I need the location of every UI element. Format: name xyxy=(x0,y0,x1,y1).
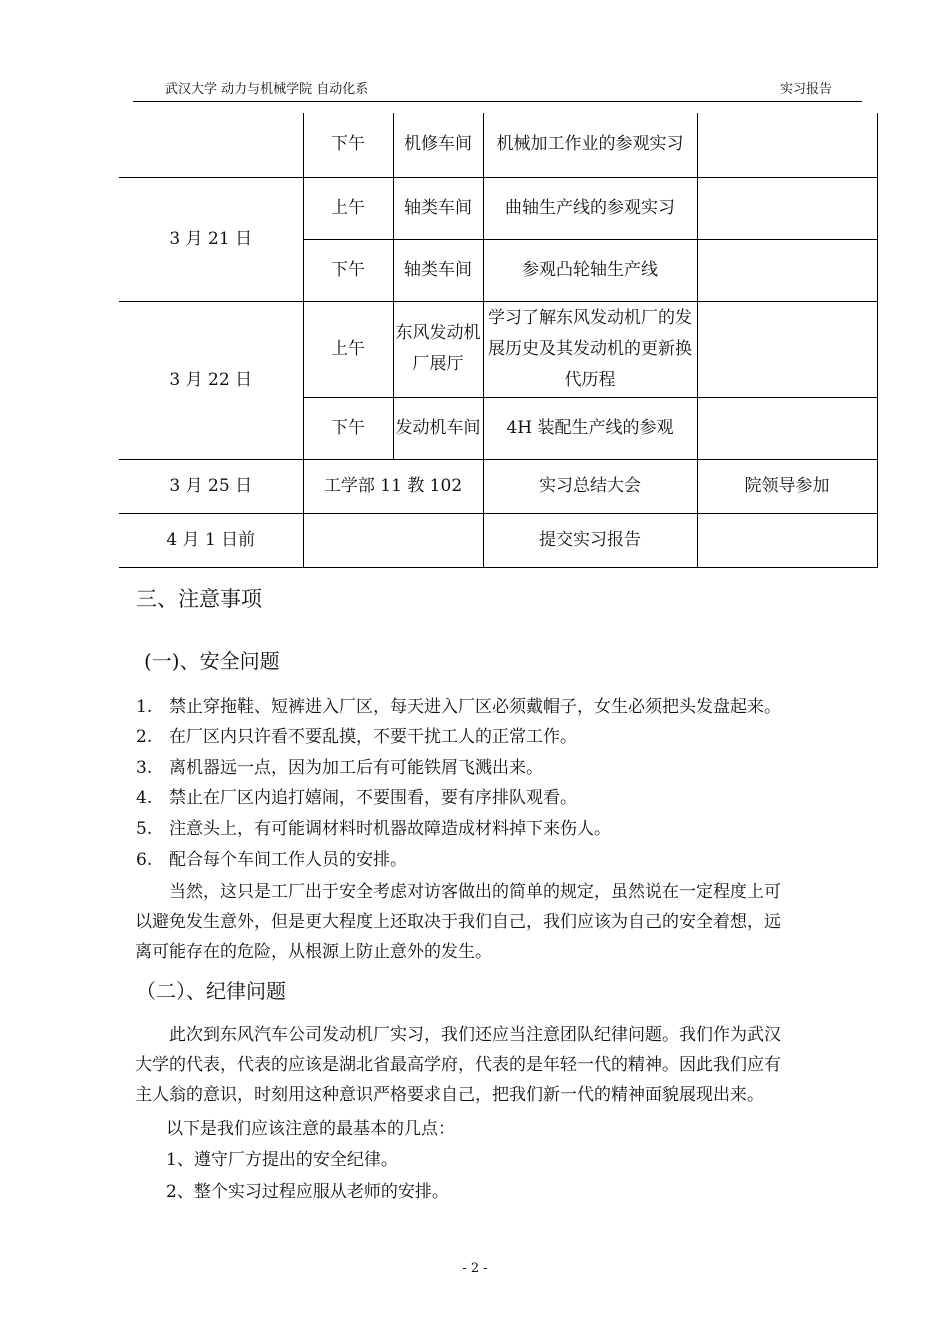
place-cell: 轴类车间 xyxy=(393,239,483,301)
place-cell: 发动机车间 xyxy=(393,397,483,459)
period-cell: 下午 xyxy=(303,113,393,177)
date-cell: 3 月 22 日 xyxy=(119,301,303,459)
date-cell xyxy=(119,113,303,177)
table-row xyxy=(119,459,877,513)
subsection-title-safety: (一)、安全问题 xyxy=(144,649,280,673)
paragraph-line: 当然，这只是工厂出于安全考虑对访客做出的简单的规定，虽然说在一定程度上可 xyxy=(135,882,781,902)
page-number: - 2 - xyxy=(462,1261,488,1276)
location-cell xyxy=(303,513,483,567)
list-item xyxy=(136,849,407,871)
list-number: 6. xyxy=(136,850,153,870)
period-cell: 下午 xyxy=(303,239,393,301)
note-cell xyxy=(697,177,877,239)
note-cell xyxy=(697,513,877,567)
list-item xyxy=(136,726,577,748)
paragraph-line: 以避免发生意外，但是更大程度上还取决于我们自己，我们应该为自己的安全着想，远 xyxy=(135,912,781,932)
content-cell: 实习总结大会 xyxy=(483,459,697,513)
subsection-title-discipline: （二）、纪律问题 xyxy=(136,979,286,1003)
table-row xyxy=(119,301,877,397)
discipline-intro: 以下是我们应该注意的最基本的几点： xyxy=(166,1119,455,1139)
list-text: 禁止穿拖鞋、短裤进入厂区，每天进入厂区必须戴帽子，女生必须把头发盘起来。 xyxy=(169,697,781,717)
note-cell xyxy=(697,239,877,301)
list-item xyxy=(136,757,543,779)
table-row xyxy=(119,177,877,239)
date-cell: 3 月 21 日 xyxy=(119,177,303,301)
list-item xyxy=(136,818,611,840)
place-cell: 机修车间 xyxy=(393,113,483,177)
page-header xyxy=(133,82,862,102)
place-cell: 轴类车间 xyxy=(393,177,483,239)
note-cell xyxy=(697,397,877,459)
list-text: 注意头上，有可能调材料时机器故障造成材料掉下来伤人。 xyxy=(169,819,611,839)
paragraph-line: 此次到东风汽车公司发动机厂实习，我们还应当注意团队纪律问题。我们作为武汉 xyxy=(135,1025,781,1045)
discipline-point: 2、整个实习过程应服从老师的安排。 xyxy=(166,1182,449,1202)
list-number: 5. xyxy=(136,819,153,839)
period-cell: 上午 xyxy=(303,177,393,239)
date-cell: 3 月 25 日 xyxy=(119,459,303,513)
list-number: 2. xyxy=(136,727,153,747)
list-item xyxy=(136,787,577,809)
list-text: 离机器远一点，因为加工后有可能铁屑飞溅出来。 xyxy=(169,758,543,778)
list-text: 禁止在厂区内追打嬉闹，不要围看，要有序排队观看。 xyxy=(169,788,577,808)
note-cell xyxy=(697,301,877,397)
header-school: 武汉大学 动力与机械学院 自动化系 xyxy=(165,82,369,97)
place-cell: 东风发动机厂展厅 xyxy=(393,301,483,397)
content-cell: 机械加工作业的参观实习 xyxy=(483,113,697,177)
table-row xyxy=(119,113,877,177)
list-item xyxy=(136,696,781,718)
header-doc-type: 实习报告 xyxy=(779,82,832,97)
discipline-paragraph xyxy=(135,1020,865,1110)
list-number: 3. xyxy=(136,758,153,778)
schedule-table xyxy=(119,113,878,568)
content-cell: 提交实习报告 xyxy=(483,513,697,567)
paragraph-line: 大学的代表，代表的应该是湖北省最高学府，代表的是年轻一代的精神。因此我们应有 xyxy=(135,1055,781,1075)
section-title: 三、注意事项 xyxy=(136,587,262,611)
period-cell: 下午 xyxy=(303,397,393,459)
paragraph-line: 主人翁的意识，时刻用这种意识严格要求自己，把我们新一代的精神面貌展现出来。 xyxy=(135,1085,764,1105)
content-cell: 学习了解东风发动机厂的发展历史及其发动机的更新换代历程 xyxy=(483,301,697,397)
safety-paragraph xyxy=(135,877,865,967)
location-cell: 工学部 11 教 102 xyxy=(303,459,483,513)
content-cell: 4H 装配生产线的参观 xyxy=(483,397,697,459)
paragraph-line: 离可能存在的危险，从根源上防止意外的发生。 xyxy=(135,942,492,962)
table-row xyxy=(119,513,877,567)
list-number: 4. xyxy=(136,788,153,808)
discipline-point: 1、遵守厂方提出的安全纪律。 xyxy=(166,1150,398,1170)
list-text: 在厂区内只许看不要乱摸，不要干扰工人的正常工作。 xyxy=(169,727,577,747)
note-cell: 院领导参加 xyxy=(697,459,877,513)
content-cell: 曲轴生产线的参观实习 xyxy=(483,177,697,239)
list-text: 配合每个车间工作人员的安排。 xyxy=(169,850,407,870)
period-cell: 上午 xyxy=(303,301,393,397)
date-cell: 4 月 1 日前 xyxy=(119,513,303,567)
note-cell xyxy=(697,113,877,177)
list-number: 1. xyxy=(136,697,153,717)
content-cell: 参观凸轮轴生产线 xyxy=(483,239,697,301)
